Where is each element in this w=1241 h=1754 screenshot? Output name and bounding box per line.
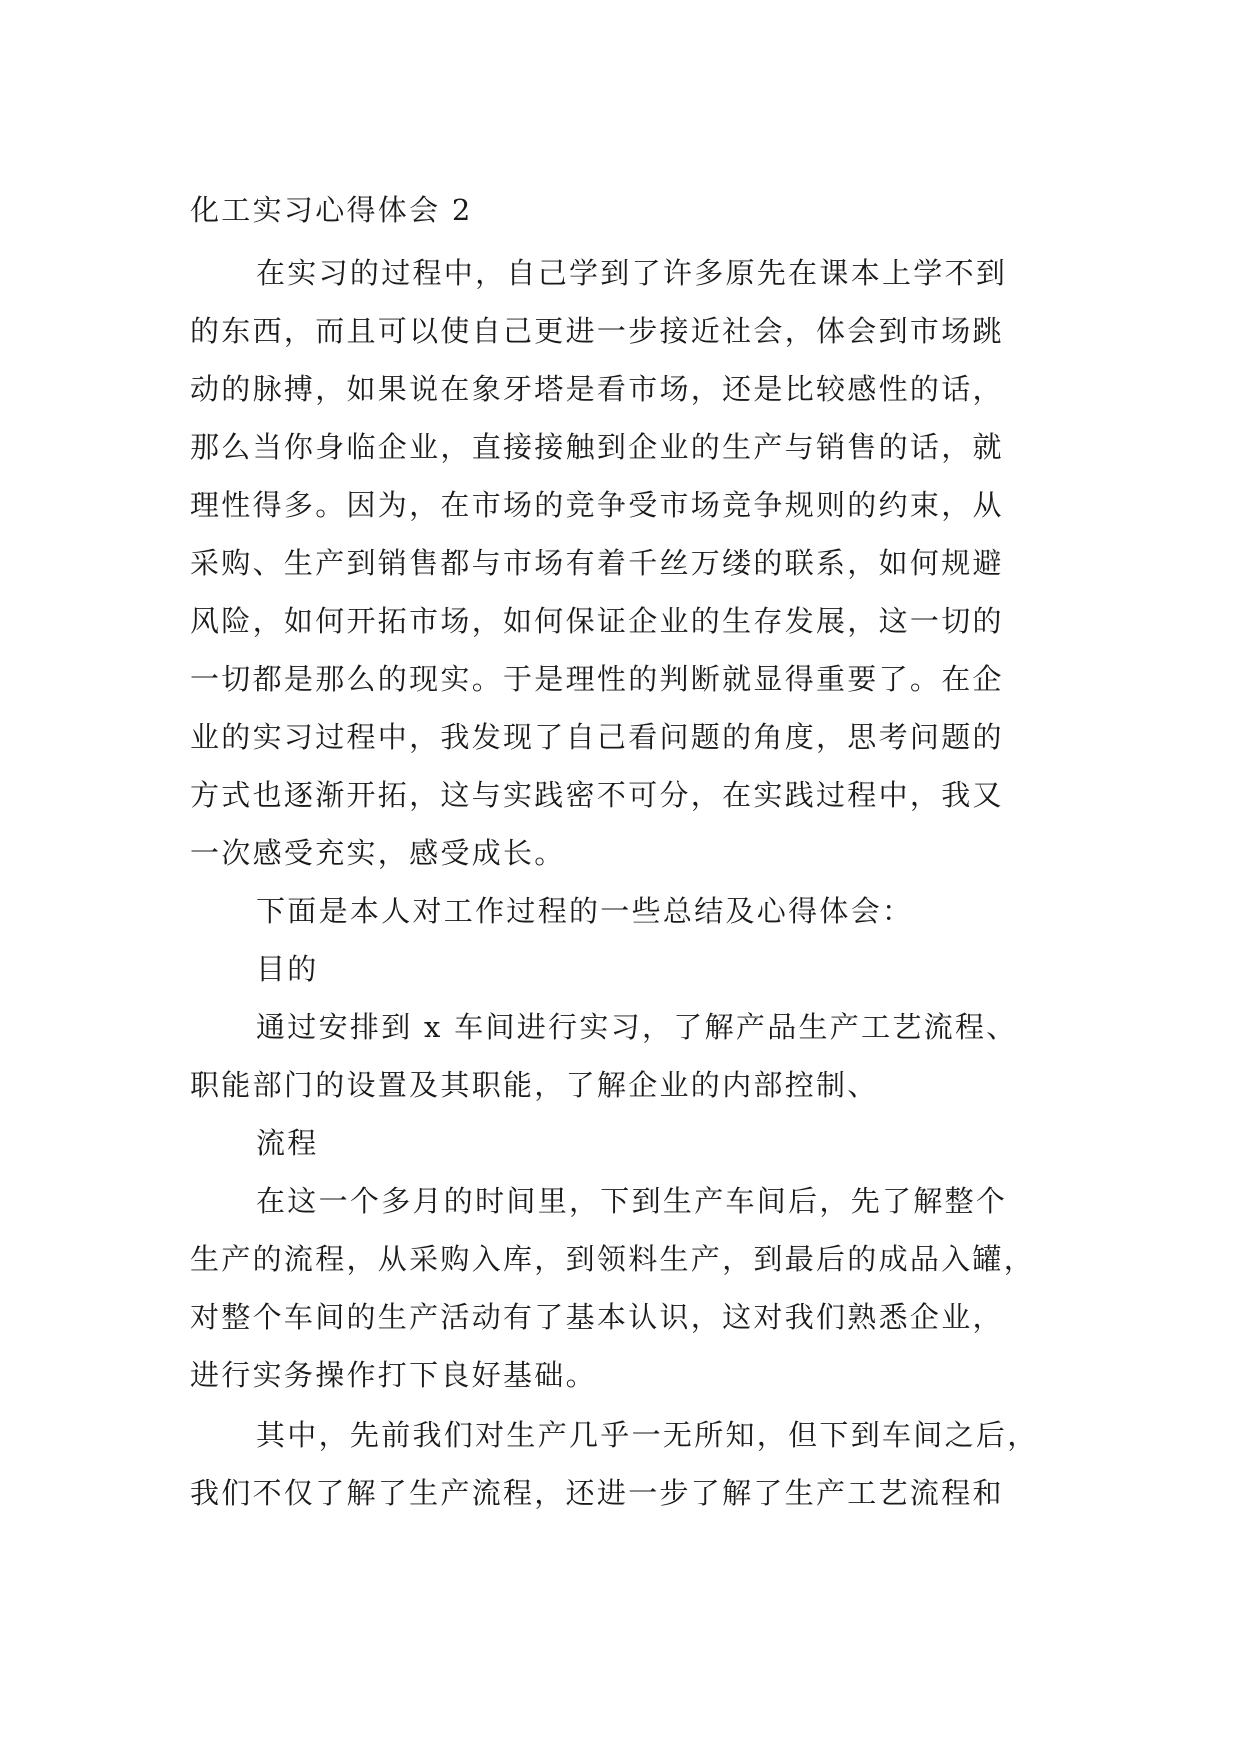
paragraph-line: 一次感受充实，感受成长。	[190, 836, 566, 870]
paragraph-line: 下面是本人对工作过程的一些总结及心得体会：	[256, 894, 914, 928]
paragraph-line: 进行实务操作打下良好基础。	[190, 1358, 597, 1392]
paragraph-line: 通过安排到 x 车间进行实习，了解产品生产工艺流程、	[256, 1010, 1018, 1044]
paragraph-line: 职能部门的设置及其职能，了解企业的内部控制、	[190, 1068, 879, 1102]
paragraph-line: 动的脉搏，如果说在象牙塔是看市场，还是比较感性的话，	[190, 372, 1004, 406]
process-paragraph	[190, 1184, 1070, 1392]
document-body	[190, 193, 1070, 1537]
paragraph-line: 采购、生产到销售都与市场有着千丝万缕的联系，如何规避	[190, 546, 1004, 580]
paragraph-line: 在这一个多月的时间里，下到生产车间后，先了解整个	[256, 1184, 1008, 1218]
paragraph-line: 生产的流程，从采购入库，到领料生产，到最后的成品入罐，	[190, 1242, 1036, 1276]
purpose-paragraph	[190, 1010, 1070, 1102]
paragraph-line: 对整个车间的生产活动有了基本认识，这对我们熟悉企业，	[190, 1300, 1004, 1334]
heading-purpose	[190, 952, 1070, 986]
paragraph-line: 其中，先前我们对生产几乎一无所知，但下到车间之后，	[256, 1418, 1039, 1452]
section-heading: 目的	[256, 952, 319, 986]
paragraph-line: 我们不仅了解了生产流程，还进一步了解了生产工艺流程和	[190, 1476, 1004, 1510]
paragraph-line: 业的实习过程中，我发现了自己看问题的角度，思考问题的	[190, 720, 1004, 754]
document-title: 化工实习心得体会 2	[190, 193, 473, 227]
paragraph-line: 理性得多。因为，在市场的竞争受市场竞争规则的约束，从	[190, 488, 1004, 522]
heading-process	[190, 1126, 1070, 1160]
paragraph-line: 一切都是那么的现实。于是理性的判断就显得重要了。在企	[190, 662, 1004, 696]
paragraph-line: 方式也逐渐开拓，这与实践密不可分，在实践过程中，我又	[190, 778, 1004, 812]
paragraph-line: 那么当你身临企业，直接接触到企业的生产与销售的话，就	[190, 430, 1004, 464]
summary-intro	[190, 894, 1070, 928]
intro-paragraph	[190, 256, 1070, 870]
section-heading: 流程	[256, 1126, 319, 1160]
paragraph-line: 在实习的过程中，自己学到了许多原先在课本上学不到	[256, 256, 1008, 290]
workshop-paragraph	[190, 1418, 1070, 1510]
paragraph-line: 风险，如何开拓市场，如何保证企业的生存发展，这一切的	[190, 604, 1004, 638]
paragraph-line: 的东西，而且可以使自己更进一步接近社会，体会到市场跳	[190, 314, 1004, 348]
